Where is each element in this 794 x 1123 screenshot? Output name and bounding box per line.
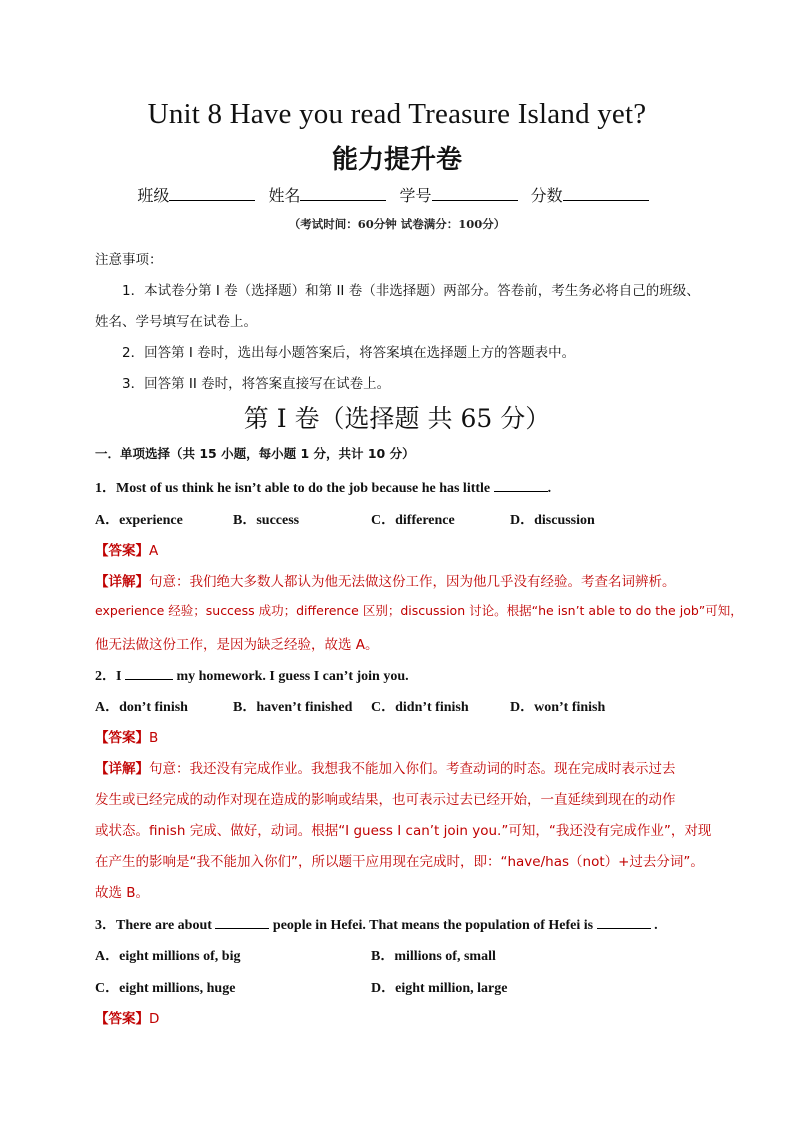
answer-blank [125,667,173,680]
q3-option-a: A．eight millions of, big [95,949,241,964]
question-3-stem: 3．There are about people in Hefei. That means the population of Hefei is . [95,918,658,933]
question-1-stem: 1．Most of us think he isn’t able to do the job because he has little . [95,481,552,496]
notice-heading: 注意事项： [95,252,163,268]
student-id-label: 学号 [399,186,432,205]
answer-blank [597,916,651,929]
part-heading: 一．单项选择（共 15 小题，每小题 1 分，共计 10 分） [95,446,415,461]
notice-line-1a: 1．本试卷分第 I 卷（选择题）和第 II 卷（非选择题）两部分。答卷前，考生务必将自己的班级、 [122,283,700,299]
q2-detail-line-3: 或状态。finish 完成、做好，动词。根据“I guess I can’t join you.”可知，“我还没有完成作业”，对现 [95,823,712,839]
q2-detail-line-1: 【详解】句意：我还没有完成作业。我想我不能加入你们。考查动词的时态。现在完成时表示过去 [95,761,676,777]
name-blank [300,186,386,201]
q3-option-b: B．millions of, small [371,949,496,964]
score-label: 分数 [530,186,563,205]
q1-answer: 【答案】A [95,543,159,559]
q1-option-c: C．difference [371,513,455,528]
notice-line-3: 3．回答第 II 卷时，将答案直接写在试卷上。 [122,376,391,392]
student-info-row [0,183,794,206]
q3-option-c: C．eight millions, huge [95,981,236,996]
notice-line-2: 2．回答第 I 卷时，选出每小题答案后，将答案填在选择题上方的答题表中。 [122,345,576,361]
notice-line-1b: 姓名、学号填写在试卷上。 [95,314,257,330]
student-id-blank [432,186,518,201]
q2-detail-line-4: 在产生的影响是“我不能加入你们”，所以题干应用现在完成时，即：“have/has（not）+过去分词”。 [95,854,704,870]
q2-option-c: C．didn’t finish [371,700,469,715]
q1-option-d: D．discussion [510,513,595,528]
q2-detail-line-5: 故选 B。 [95,885,150,901]
q3-answer: 【答案】D [95,1011,160,1027]
q1-detail-line-1: 【详解】句意：我们绝大多数人都认为他无法做这份工作，因为他几乎没有经验。考查名词辨析。 [95,574,676,590]
answer-blank [215,916,269,929]
page-title: Unit 8 Have you read Treasure Island yet? [147,98,647,130]
q2-option-a: A．don’t finish [95,700,188,715]
q2-option-d: D．won’t finish [510,700,606,715]
score-blank [563,186,649,201]
q1-option-a: A．experience [95,513,183,528]
q2-option-b: B．haven’t finished [233,700,353,715]
section-title: 第 I 卷（选择题 共 65 分） [243,404,551,433]
q2-detail-line-2: 发生或已经完成的动作对现在造成的影响或结果，也可表示过去已经开始，一直延续到现在的动作 [95,792,676,808]
class-blank [169,186,255,201]
q2-answer: 【答案】B [95,730,159,746]
name-label: 姓名 [268,186,301,205]
q3-option-d: D．eight million, large [371,981,508,996]
q1-detail-line-2: experience 经验；success 成功；difference 区别；discussion 讨论。根据“he isn’t able to do the job”可知， [95,603,743,618]
exam-time-note: （考试时间：60分钟 试卷满分：100分） [288,217,506,231]
question-2-stem: 2．I my homework. I guess I can’t join you. [95,669,409,684]
answer-blank [494,479,548,492]
q1-detail-line-3: 他无法做这份工作，是因为缺乏经验，故选 A。 [95,637,379,653]
page-subtitle: 能力提升卷 [331,145,462,175]
q1-option-b: B．success [233,513,300,528]
class-label: 班级 [137,186,170,205]
